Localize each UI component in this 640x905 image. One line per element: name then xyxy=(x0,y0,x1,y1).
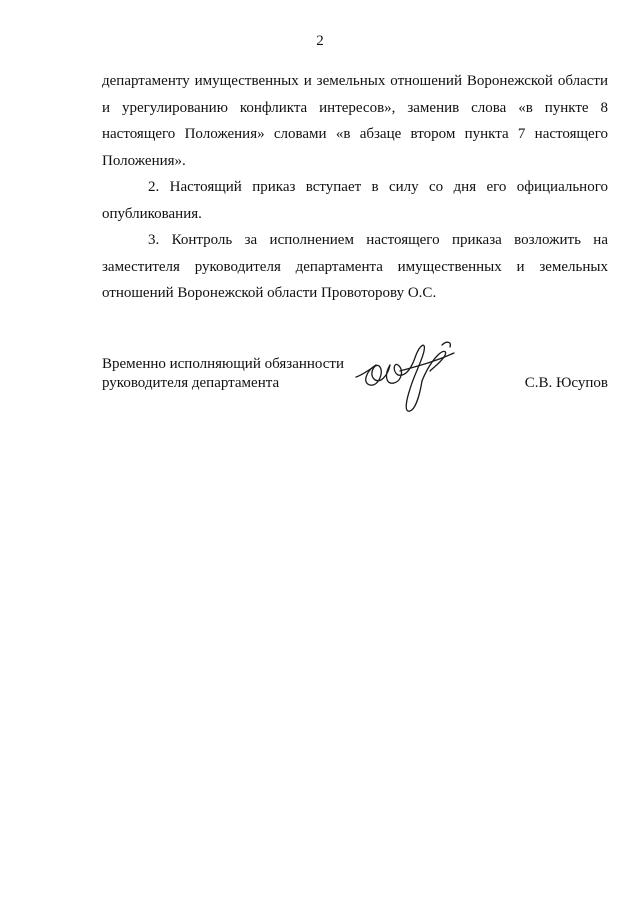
signer-title-line-2: руководителя департамента xyxy=(102,375,280,391)
signature-block xyxy=(102,355,608,415)
signer-title xyxy=(102,355,362,393)
paragraph-item-3: 3. Контроль за исполнением настоящего приказа возложить на заместителя руководителя департамента имущественных и земельных отношений Воронежской области Провоторову О.С. xyxy=(102,232,608,301)
document-body xyxy=(102,68,608,307)
page-number: 2 xyxy=(316,33,324,49)
signer-name: С.В. Юсупов xyxy=(524,375,608,391)
paragraph-item-2: 2. Настоящий приказ вступает в силу со дня его официального опубликования. xyxy=(102,179,608,222)
signer-title-line-1: Временно исполняющий обязанности xyxy=(102,356,345,372)
paragraph-continuation: департаменту имущественных и земельных отношений Воронежской области и урегулированию конфликта интересов», заменив слова «в пункте 8 настоящего Положения» словами «в абзаце втором пункта 7 настоящего Положения». xyxy=(102,73,608,169)
handwritten-signature xyxy=(354,331,464,421)
